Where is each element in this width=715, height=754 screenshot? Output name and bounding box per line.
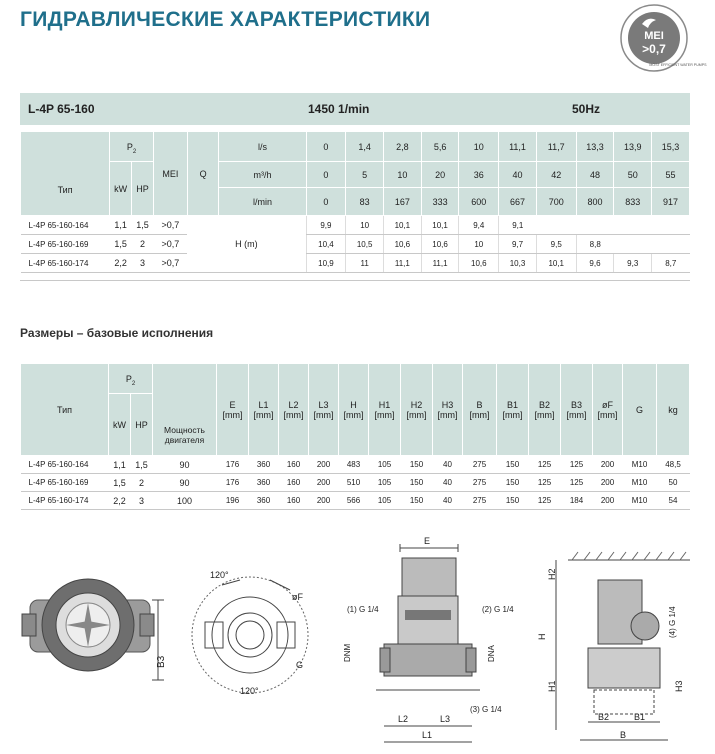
dim-cell-kw: 2,2 (109, 492, 131, 510)
dim-value: 105 (369, 492, 401, 510)
hyd-cell-type: L-4P 65-160-169 (21, 235, 110, 254)
unit-ls: l/s (219, 132, 306, 162)
hyd-cell-kw: 1,5 (110, 235, 132, 254)
label-b1: B1 (634, 712, 646, 722)
head-value: 9,7 (499, 235, 537, 254)
flow-lmin-5: 667 (499, 188, 537, 216)
label-l1: L1 (422, 730, 433, 740)
dim-row (21, 492, 690, 510)
head-value: 10,1 (536, 254, 576, 273)
label-dna: DNA (487, 645, 496, 662)
head-value: 8,7 (652, 254, 690, 273)
dim-value: 360 (249, 474, 279, 492)
head-value (536, 216, 576, 235)
flow-ls-5: 11,1 (499, 132, 537, 162)
head-value: 10 (346, 216, 384, 235)
hyd-cell-kw: 2,2 (110, 254, 132, 273)
flow-lmin-6: 700 (536, 188, 576, 216)
label-e: E (424, 536, 431, 546)
technical-drawings (0, 530, 715, 754)
col-type: Тип (21, 132, 110, 216)
dim-value: 275 (463, 474, 497, 492)
label-g14-3: (3) G 1/4 (470, 705, 502, 714)
flow-lmin-7: 800 (576, 188, 614, 216)
flow-ls-0: 0 (306, 132, 346, 162)
flow-m3h-6: 42 (536, 162, 576, 188)
dim-value: 160 (279, 456, 309, 474)
col-p2: $P_2$ (110, 132, 154, 162)
head-value: 10,4 (306, 235, 346, 254)
hyd-cell-mei: >0,7 (153, 235, 187, 254)
unit-lmin: l/min (219, 188, 306, 216)
flow-m3h-9: 55 (652, 162, 690, 188)
head-value: 10,6 (384, 235, 422, 254)
label-120b: 120° (240, 686, 259, 696)
head-value: 10,3 (499, 254, 537, 273)
dim-value: 40 (433, 492, 463, 510)
flow-ls-7: 13,3 (576, 132, 614, 162)
flow-ls-6: 11,7 (536, 132, 576, 162)
flow-ls-8: 13,9 (614, 132, 652, 162)
dim-cell-motor: 90 (153, 474, 217, 492)
dcol-h: H [mm] (339, 364, 369, 456)
label-l3: L3 (440, 714, 451, 724)
label-h1: H1 (547, 680, 557, 692)
head-value: 10 (459, 235, 499, 254)
dim-cell-kw: 1,1 (109, 456, 131, 474)
dcol-øf: øF [mm] (593, 364, 623, 456)
dim-value: 275 (463, 492, 497, 510)
dim-value: 275 (463, 456, 497, 474)
hyd-cell-type: L-4P 65-160-164 (21, 216, 110, 235)
dim-cell-hp: 2 (131, 474, 153, 492)
flow-ls-1: 1,4 (346, 132, 384, 162)
unit-m3h: m³/h (219, 162, 306, 188)
frequency: 50Hz (572, 102, 601, 116)
label-b3: B3 (156, 655, 167, 668)
label-l2: L2 (398, 714, 409, 724)
head-value: 9,1 (499, 216, 537, 235)
dcol-motor: Мощность двигателя (153, 364, 217, 456)
label-g: G (296, 660, 304, 670)
head-value: 9,5 (536, 235, 576, 254)
flow-m3h-1: 5 (346, 162, 384, 188)
dcol-b: B [mm] (463, 364, 497, 456)
dimensions-table (20, 363, 690, 510)
dim-cell-motor: 90 (153, 456, 217, 474)
model-name: L-4P 65-160 (28, 102, 95, 116)
dim-value: 105 (369, 456, 401, 474)
dim-value: 184 (561, 492, 593, 510)
dim-value: 176 (217, 474, 249, 492)
flow-lmin-8: 833 (614, 188, 652, 216)
dim-value: 176 (217, 456, 249, 474)
dim-value: 200 (593, 456, 623, 474)
mei-value: >0,7 (642, 42, 666, 56)
dcol-kg: kg (657, 364, 690, 456)
label-120a: 120° (210, 570, 229, 580)
dcol-l2: L2 [mm] (279, 364, 309, 456)
flow-m3h-4: 36 (459, 162, 499, 188)
flow-m3h-7: 48 (576, 162, 614, 188)
dim-value: 360 (249, 456, 279, 474)
mei-badge (612, 2, 707, 74)
dim-value: M10 (623, 492, 657, 510)
flow-m3h-0: 0 (306, 162, 346, 188)
hyd-row (21, 254, 690, 273)
mei-label: MEI (644, 30, 664, 42)
hyd-cell-hp: 3 (132, 254, 154, 273)
flow-ls-3: 5,6 (421, 132, 459, 162)
dim-value: M10 (623, 474, 657, 492)
dim-value: 196 (217, 492, 249, 510)
dim-value: 566 (339, 492, 369, 510)
flow-ls-4: 10 (459, 132, 499, 162)
label-h2: H2 (547, 568, 557, 580)
label-dnm: DNM (343, 643, 352, 662)
dims-title: Размеры – базовые исполнения (20, 326, 214, 340)
dim-value: 150 (497, 492, 529, 510)
head-value: 11,1 (421, 254, 459, 273)
flow-m3h-8: 50 (614, 162, 652, 188)
dim-cell-hp: 1,5 (131, 456, 153, 474)
hyd-cell-hp: 1,5 (132, 216, 154, 235)
flow-lmin-4: 600 (459, 188, 499, 216)
dim-value: 125 (529, 474, 561, 492)
dim-value: 360 (249, 492, 279, 510)
head-value: 8,8 (576, 235, 614, 254)
speed: 1450 1/min (308, 102, 370, 116)
flow-m3h-2: 10 (384, 162, 422, 188)
page-title: ГИДРАВЛИЧЕСКИЕ ХАРАКТЕРИСТИКИ (20, 8, 431, 31)
flow-lmin-0: 0 (306, 188, 346, 216)
head-value: 11,1 (384, 254, 422, 273)
dim-value: 150 (401, 456, 433, 474)
dim-value: 160 (279, 474, 309, 492)
head-value: 10,1 (384, 216, 422, 235)
dcol-l1: L1 [mm] (249, 364, 279, 456)
dcol-hp: HP (131, 394, 153, 456)
hydraulic-table (20, 131, 690, 273)
dim-cell-type: L-4P 65-160-169 (21, 474, 109, 492)
dim-row (21, 456, 690, 474)
dim-value: 150 (401, 474, 433, 492)
head-value: 10,6 (459, 254, 499, 273)
flow-m3h-5: 40 (499, 162, 537, 188)
dim-value: 200 (309, 474, 339, 492)
col-kw: kW (110, 162, 132, 216)
divider (20, 280, 690, 281)
dim-value: 200 (309, 492, 339, 510)
label-h3: H3 (674, 680, 684, 692)
head-value: 9,9 (306, 216, 346, 235)
dim-value: 125 (529, 492, 561, 510)
label-b: B (620, 730, 627, 740)
flow-m3h-3: 20 (421, 162, 459, 188)
dim-value: 150 (401, 492, 433, 510)
flow-ls-9: 15,3 (652, 132, 690, 162)
dim-value: 54 (657, 492, 690, 510)
dcol-e: E [mm] (217, 364, 249, 456)
label-of: øF (292, 592, 303, 602)
dcol-kw: kW (109, 394, 131, 456)
model-band (20, 93, 690, 125)
dcol-h2: H2 [mm] (401, 364, 433, 456)
dim-value: 200 (309, 456, 339, 474)
dcol-g: G (623, 364, 657, 456)
dcol-b1: B1 [mm] (497, 364, 529, 456)
flange-view (192, 570, 308, 696)
col-mei: MEI (153, 132, 187, 216)
flow-lmin-9: 917 (652, 188, 690, 216)
dim-value: 105 (369, 474, 401, 492)
head-value (652, 216, 690, 235)
h-label: H (m) (187, 216, 306, 273)
side-view (343, 536, 514, 742)
label-h: H (537, 633, 547, 640)
dim-value: 483 (339, 456, 369, 474)
dim-cell-type: L-4P 65-160-164 (21, 456, 109, 474)
label-g14-1: (1) G 1/4 (347, 605, 379, 614)
flow-lmin-3: 333 (421, 188, 459, 216)
dim-cell-type: L-4P 65-160-174 (21, 492, 109, 510)
head-value: 11 (346, 254, 384, 273)
dim-value: 125 (561, 456, 593, 474)
head-value (614, 235, 652, 254)
dim-value: 125 (529, 456, 561, 474)
dcol-b2: B2 [mm] (529, 364, 561, 456)
dim-value: 125 (561, 474, 593, 492)
dim-value: 200 (593, 474, 623, 492)
label-b2: B2 (598, 712, 610, 722)
head-value: 10,9 (306, 254, 346, 273)
head-value: 10,5 (346, 235, 384, 254)
head-value (652, 235, 690, 254)
dcol-h1: H1 [mm] (369, 364, 401, 456)
dim-value: 48,5 (657, 456, 690, 474)
head-value: 9,3 (614, 254, 652, 273)
head-value: 9,6 (576, 254, 614, 273)
head-value (614, 216, 652, 235)
dim-value: 510 (339, 474, 369, 492)
label-g14-4: (4) G 1/4 (668, 606, 677, 638)
dim-value: 40 (433, 456, 463, 474)
label-g14-2: (2) G 1/4 (482, 605, 514, 614)
front-view (537, 552, 690, 740)
hyd-cell-mei: >0,7 (153, 254, 187, 273)
mei-ring-text: MOST EFFICIENT WATER PUMPS (649, 63, 707, 67)
hyd-row (21, 216, 690, 235)
head-value: 10,1 (421, 216, 459, 235)
flow-ls-2: 2,8 (384, 132, 422, 162)
hyd-cell-hp: 2 (132, 235, 154, 254)
dcol-type: Тип (21, 364, 109, 456)
hyd-cell-kw: 1,1 (110, 216, 132, 235)
dim-value: 160 (279, 492, 309, 510)
dim-value: 200 (593, 492, 623, 510)
flow-lmin-2: 167 (384, 188, 422, 216)
dim-value: M10 (623, 456, 657, 474)
dcol-b3: B3 [mm] (561, 364, 593, 456)
hyd-cell-type: L-4P 65-160-174 (21, 254, 110, 273)
pump-top-view (22, 579, 167, 680)
dim-value: 40 (433, 474, 463, 492)
dcol-l3: L3 [mm] (309, 364, 339, 456)
dim-row (21, 474, 690, 492)
col-hp: HP (132, 162, 154, 216)
dim-cell-kw: 1,5 (109, 474, 131, 492)
col-q: Q (187, 132, 219, 216)
flow-lmin-1: 83 (346, 188, 384, 216)
dcol-p2: $P_2$ (109, 364, 153, 394)
head-value: 9,4 (459, 216, 499, 235)
head-value: 10,6 (421, 235, 459, 254)
dim-value: 150 (497, 474, 529, 492)
hyd-cell-mei: >0,7 (153, 216, 187, 235)
dim-cell-hp: 3 (131, 492, 153, 510)
dcol-h3: H3 [mm] (433, 364, 463, 456)
dim-cell-motor: 100 (153, 492, 217, 510)
hyd-row (21, 235, 690, 254)
head-value (576, 216, 614, 235)
dim-value: 50 (657, 474, 690, 492)
dim-value: 150 (497, 456, 529, 474)
